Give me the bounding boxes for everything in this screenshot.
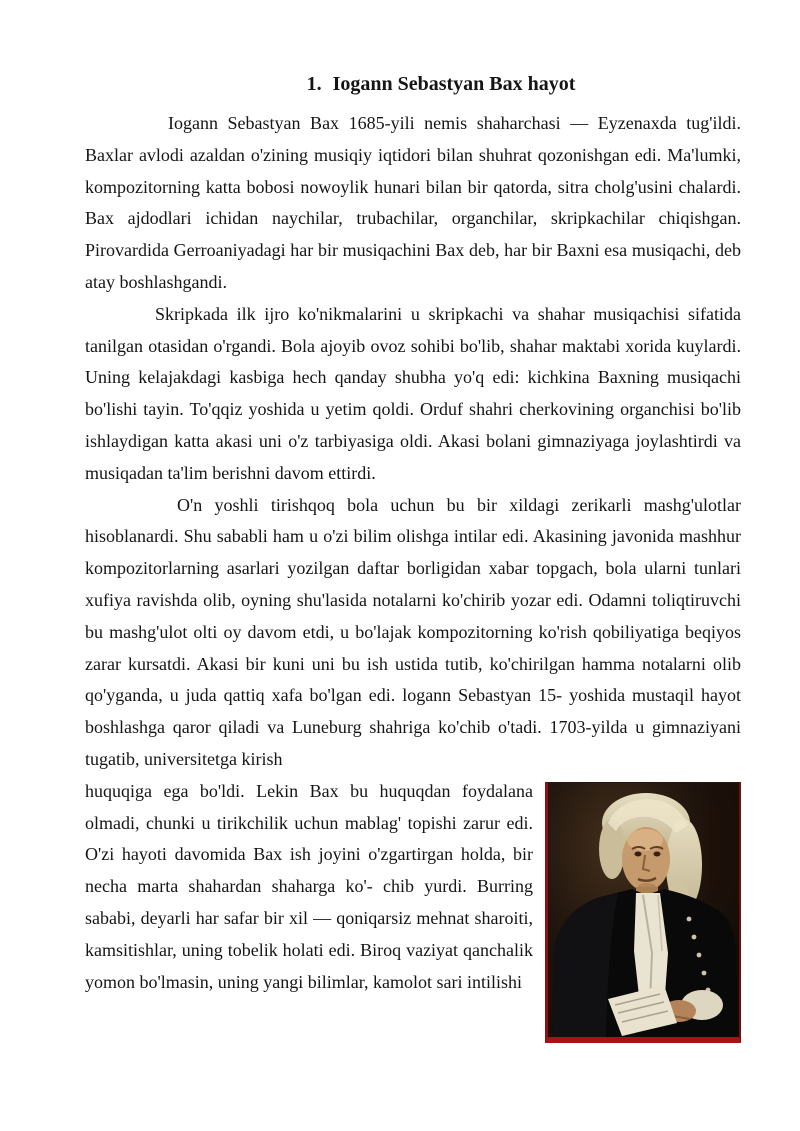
title-text: Iogann Sebastyan Bax hayot — [332, 73, 576, 95]
paragraph: O'n yoshli tirishqoq bola uchun bu bir xildagi zerikarli mashg'ulotlar hisoblanardi. Shu sababli ham u o'zi bilim olishga intilar edi. Akasining javonida mashhur kompozitorlarning asarlari yozilgan daftar borligidan xabar topgach, bola ularni tunlari xufiya ravishda olib, oyning shu'lasida notalarni ko'chirib yozar edi. Odamni toliqtiruvchi bu mashg'ulot olti oy davom etdi, u bo'lajak kompozitorning ko'rish qobiliyatiga beqiyos zarar kursatdi. Akasi bir kuni uni bu ish ustida tutib, ko'chirilgan hamma notalarni olib qo'yganda, u juda qattiq xafa bo'lgan edi. logann Sebastyan 15- yoshida mustaqil hayot boshlashga qaror qiladi va Luneburg shahriga ko'chib o'tadi. 1703-yilda u gimnaziyani tugatib, universitetga kirish — [85, 494, 741, 769]
paragraph: Skripkada ilk ijro ko'nikmalarini u skripkachi va shahar musiqachisi sifatida tanilgan otasidan o'rgandi. Bola ajoyib ovoz sohibi bo'lib, shahar maktabi xorida kuylardi. Uning kelajakdagi kasbiga hech qanday shubha yo'q edi: kichkina Baxning musiqachi bo'lishi tayin. To'qqiz yoshida u yetim qoldi. Orduf shahri cherkovining organchisi bo'lib ishlaydigan katta akasi uni o'z tarbiyasiga oldi. Akasi bolani gimnaziyaga joylashtirdi va musiqadan ta'lim berishni davom ettirdi. — [85, 303, 741, 483]
wrap-section — [85, 776, 741, 999]
paragraph: huquqiga ega bo'ldi. Lekin Bax bu huquqdan foydalana olmadi, chunki u tirikchilik uchun mablag' topishi zarur edi. O'zi hayoti davomida Bax ish joyini o'zgartirgan holda, bir necha marta shahardan shaharga ko'- chib yurdi. Burring sababi, deyarli har safar bir xil — qoniqarsiz mehnat sharoiti, kamsitishlar, uning tobelik holati edi. Biroq vaziyat qanchalik yomon bo'lmasin, uning yangi bilimlar, kamolot sari intilishi — [85, 780, 533, 992]
title-number: 1. — [306, 73, 322, 95]
paragraph: Iogann Sebastyan Bax 1685-yili nemis shaharchasi — Eyzenaxda tug'ildi. Baxlar avlodi azaldan o'zining musiqiy iqtidori bilan shuhrat qozonishgan edi. Ma'lumki, kompozitorning katta bobosi nowoylik hunari bilan bir qatorda, sitra cholg'usini chalardi. Bax ajdodlari ichidan naychilar, trubachilar, organchilar, skripkachilar chiqishgan. Pirovardida Gerroaniyadagi har bir musiqachini Bax deb, har bir Baxni esa musiqachi, deb atay boshlashgandi. — [85, 113, 741, 292]
bach-portrait-image — [545, 782, 741, 1043]
document-body — [85, 108, 741, 998]
bach-portrait-painting — [548, 783, 739, 1037]
page-title — [141, 72, 741, 96]
